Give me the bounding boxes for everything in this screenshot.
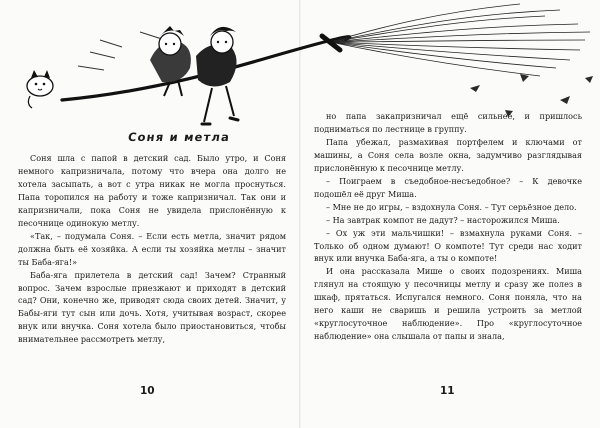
paragraph: но папа закапризничал ещё сильнее, и пришлось подниматься по лестнице в группу. <box>314 111 582 134</box>
paragraph: – На завтрак компот не дадут? – насторожился Миша. <box>326 214 560 225</box>
girl-figure <box>196 27 238 124</box>
page-number-left: 10 <box>140 385 155 397</box>
cat-figure <box>27 70 53 108</box>
page-number-right: 11 <box>440 385 455 397</box>
paragraph: – Мне не до игры, – вздохнула Соня. – Тут серьёзное дело. <box>326 201 577 212</box>
paragraph: Соня шла с папой в детский сад. Было утро, и Соня немного капризничала, потому что вчера она долго не хотела засыпать, а вот с утра никак не могла проснуться. Папа торопился на работу и тоже капризничал. Так они и капризничали, пока Соня не увидела прислонённую к песочнице одинокую метлу. <box>18 153 286 228</box>
paragraph: Баба-яга прилетела в детский сад! Зачем? Странный вопрос. Зачем взрослые приезжают и приходят в детский сад? Они, конечно же, приводят сюда своих детей. Значит, у Бабы-яги тут сын или дочь. Хотя, учитывая возраст, скорее внук или внучка. Соня хотела было приостановиться, чтобы внимательнее рассмотреть метлу, <box>18 269 286 345</box>
left-page-text <box>18 152 286 346</box>
paragraph: «Так, – подумала Соня. – Если есть метла, значит рядом должна быть её хозяйка. А если ты хозяйка метлы – значит ты Баба-яга!» <box>18 230 286 267</box>
chapter-title: Соня и метла <box>127 130 232 144</box>
paragraph: – Ох уж эти мальчишки! – взмахнула руками Соня. – Только об одном думают! О компоте! Тут среди нас ходит внук или внучка Баба-яга, а ты о компоте! <box>314 227 582 264</box>
paragraph: И она рассказала Мише о своих подозрениях. Миша глянул на стоящую у песочницы метлу и сразу же полез в шкаф, прятаться. Испугался немного. Соня поняла, что на него каши не сваришь и решила устроить за метлой «круглосуточное наблюдение». Про «круглосуточное наблюдение» она слышала от папы и знала, <box>314 266 582 342</box>
paragraph: Папа убежал, размахивая портфелем и ключами от машины, а Соня села возле окна, задумчиво разглядывая прислонённую к песочнице метлу. <box>314 136 582 173</box>
paragraph: – Поиграем в съедобное-несъедобное? – К девочке подошёл её друг Миша. <box>314 175 582 199</box>
right-page-text <box>314 110 582 343</box>
